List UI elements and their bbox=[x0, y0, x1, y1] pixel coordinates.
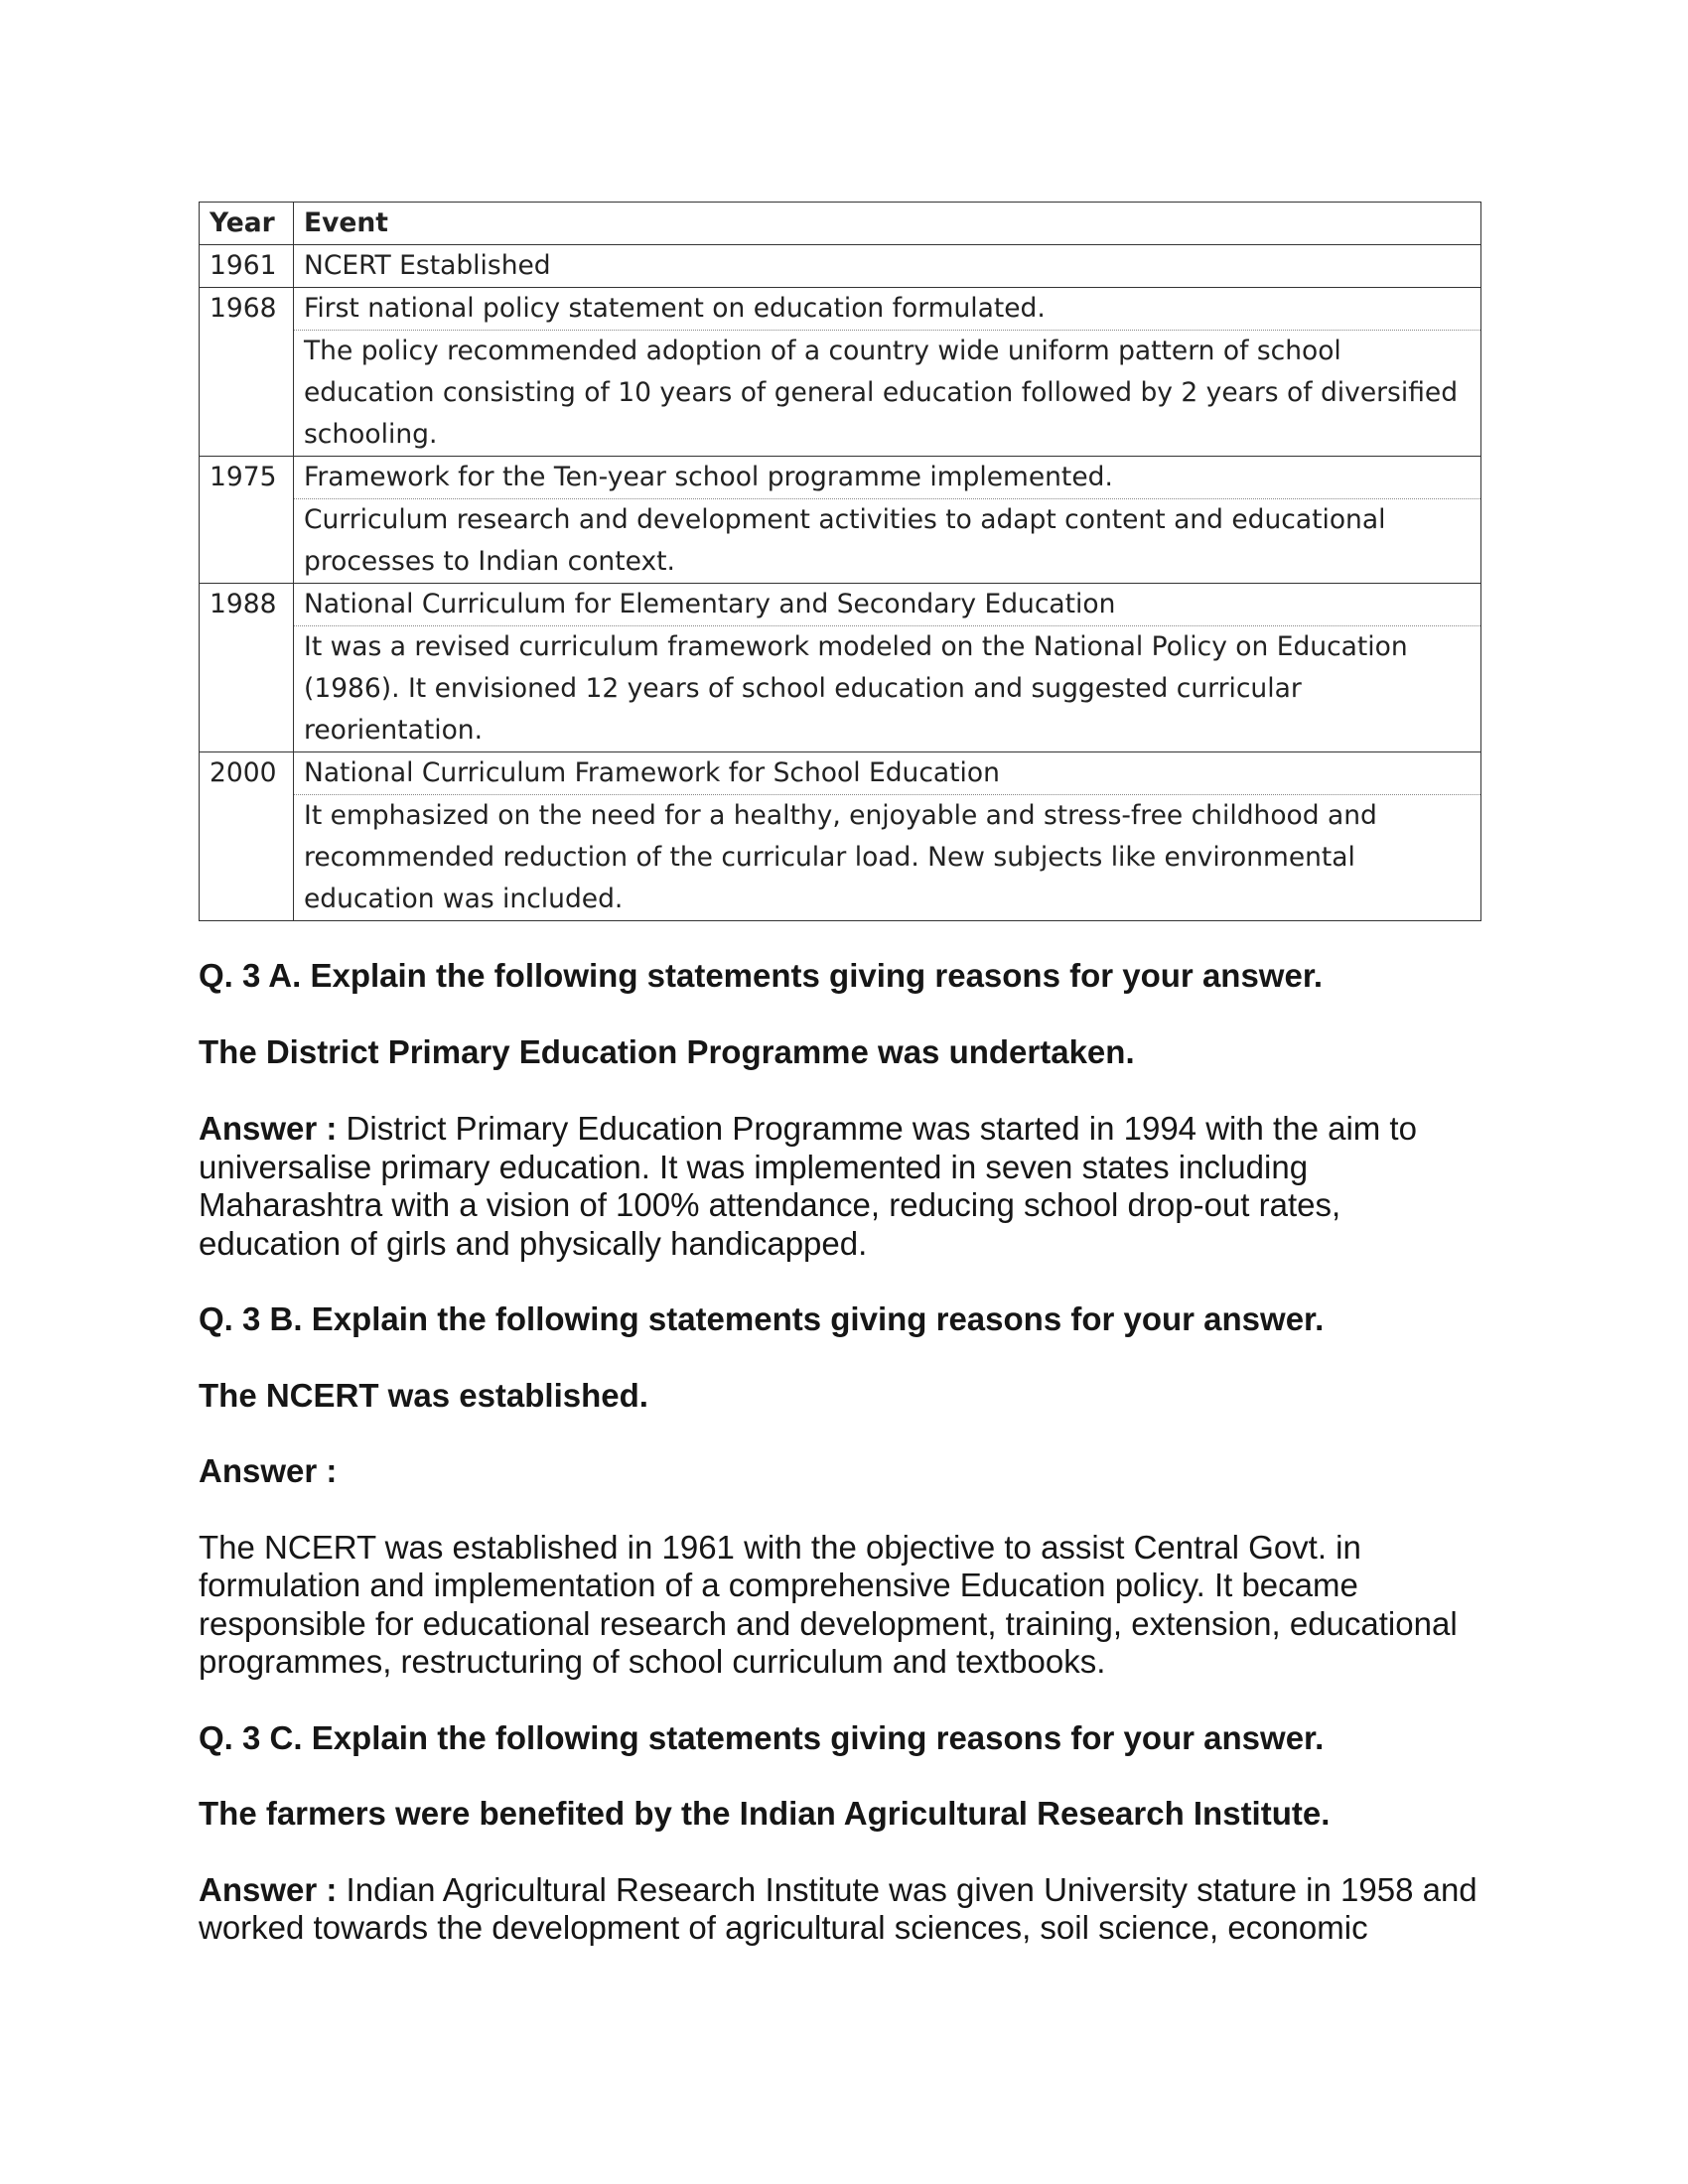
row-event-detail: The policy recommended adoption of a country wide uniform pattern of school education consisting of 10 years of general education followed by 2 years of diversified schooling. bbox=[294, 331, 1481, 457]
document-page bbox=[199, 202, 1489, 1948]
table-row bbox=[200, 584, 1481, 626]
question-3b-statement: The NCERT was established. bbox=[199, 1376, 648, 1414]
question-3a-heading: Q. 3 A. Explain the following statements giving reasons for your answer. bbox=[199, 957, 1324, 994]
question-3b-answer-label: Answer : bbox=[199, 1452, 338, 1489]
row-event: NCERT Established bbox=[294, 245, 1481, 288]
event-column-header: Event bbox=[294, 203, 1481, 245]
row-event-detail: It was a revised curriculum framework modeled on the National Policy on Education (1986). It envisioned 12 years of school education and suggested curricular reorientation. bbox=[294, 626, 1481, 752]
question-3b-answer: The NCERT was established in 1961 with the objective to assist Central Govt. in formulation and implementation of a comprehensive Education policy. It became responsible for educational research and development, training, extension, educational programmes, restructuring of school curriculum and textbooks. bbox=[199, 1528, 1458, 1680]
row-event-detail: Curriculum research and development activities to adapt content and educational processes to Indian context. bbox=[294, 499, 1481, 584]
row-event: Framework for the Ten-year school programme implemented. bbox=[294, 457, 1481, 499]
row-year: 1988 bbox=[200, 584, 294, 752]
row-event-detail: It emphasized on the need for a healthy, enjoyable and stress-free childhood and recommended reduction of the curricular load. New subjects like environmental education was included. bbox=[294, 795, 1481, 921]
year-column-header: Year bbox=[200, 203, 294, 245]
answer-text: District Primary Education Programme was started in 1994 with the aim to universalise primary education. It was implemented in seven states including Maharashtra with a vision of 100% attendance, reducing school drop-out rates, education of girls and physically handicapped. bbox=[199, 1110, 1417, 1262]
table-header-row bbox=[200, 203, 1481, 245]
answer-text: Indian Agricultural Research Institute was given University stature in 1958 and worked towards the development of agricultural sciences, soil science, economic bbox=[199, 1870, 1477, 1946]
question-3c-answer bbox=[199, 1871, 1489, 1948]
row-event: National Curriculum for Elementary and Secondary Education bbox=[294, 584, 1481, 626]
question-3a-answer bbox=[199, 1110, 1489, 1263]
table-row-detail bbox=[200, 331, 1481, 457]
answer-label: Answer : bbox=[199, 1870, 338, 1908]
table-row bbox=[200, 245, 1481, 288]
table-row-detail bbox=[200, 795, 1481, 921]
question-3b-heading: Q. 3 B. Explain the following statements giving reasons for your answer. bbox=[199, 1300, 1325, 1337]
row-year: 1968 bbox=[200, 288, 294, 457]
table-row bbox=[200, 457, 1481, 499]
education-timeline-table bbox=[199, 202, 1481, 921]
table-row-detail bbox=[200, 626, 1481, 752]
question-3c-statement: The farmers were benefited by the Indian Agricultural Research Institute. bbox=[199, 1795, 1331, 1832]
question-3c-heading: Q. 3 C. Explain the following statements giving reasons for your answer. bbox=[199, 1718, 1325, 1756]
row-event: National Curriculum Framework for School Education bbox=[294, 752, 1481, 795]
table-row bbox=[200, 752, 1481, 795]
row-year: 1961 bbox=[200, 245, 294, 288]
row-year: 2000 bbox=[200, 752, 294, 921]
answer-label: Answer : bbox=[199, 1110, 338, 1147]
table-row-detail bbox=[200, 499, 1481, 584]
row-year: 1975 bbox=[200, 457, 294, 584]
table-row bbox=[200, 288, 1481, 331]
questions-section bbox=[199, 957, 1489, 1948]
question-3a-statement: The District Primary Education Programme was undertaken. bbox=[199, 1032, 1135, 1070]
row-event: First national policy statement on education formulated. bbox=[294, 288, 1481, 331]
